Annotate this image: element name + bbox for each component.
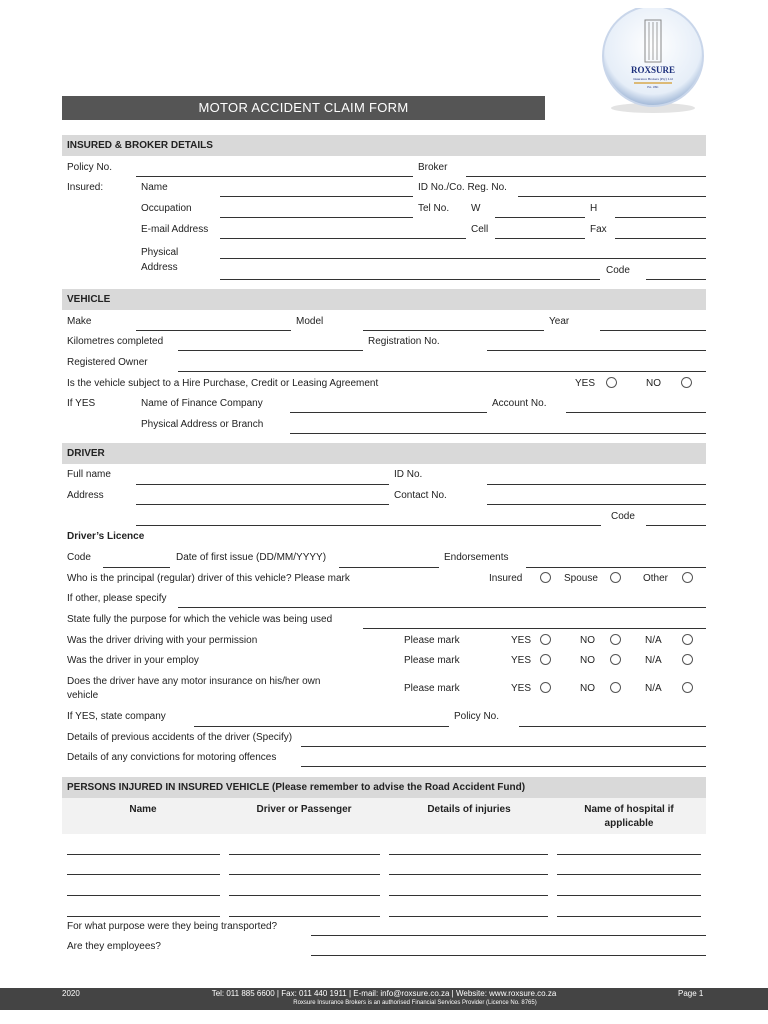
cell-hospital-3[interactable]: [557, 895, 701, 896]
label-employ-yes: YES: [511, 655, 532, 666]
field-reg-no[interactable]: [487, 350, 706, 351]
label-if-yes: If YES: [67, 398, 96, 409]
footer-fsp: Roxsure Insurance Brokers is an authorised Financial Services Provider (Licence No. 8765): [293, 1000, 537, 1006]
label-opt-insured: Insured: [489, 573, 523, 584]
field-id-no[interactable]: [518, 196, 706, 197]
field-insured-code[interactable]: [646, 279, 706, 280]
label-if-other: If other, please specify: [67, 593, 167, 604]
label-make: Make: [67, 316, 92, 327]
cell-name-4[interactable]: [67, 916, 220, 917]
field-driver-address-2[interactable]: [136, 525, 601, 526]
field-fax[interactable]: [615, 238, 706, 239]
radio-hire-no[interactable]: [681, 377, 692, 388]
footer-year: 2020: [62, 989, 80, 998]
label-owner: Registered Owner: [67, 357, 148, 368]
radio-own-insurance-no[interactable]: [610, 682, 621, 693]
label-licence-code: Code: [67, 552, 91, 563]
radio-permission-no[interactable]: [610, 634, 621, 645]
label-purpose: State fully the purpose for which the vehicle was being used: [67, 614, 333, 625]
field-endorsements[interactable]: [526, 567, 706, 568]
label-model: Model: [296, 316, 324, 327]
cell-role-3[interactable]: [229, 895, 380, 896]
label-full-name: Full name: [67, 469, 111, 480]
section-persons-header: PERSONS INJURED IN INSURED VEHICLE (Please remember to advise the Road Accident Fund): [62, 777, 706, 798]
label-employ-na: N/A: [645, 655, 662, 666]
label-permission: Was the driver driving with your permission: [67, 635, 258, 646]
section-driver-header: DRIVER: [62, 443, 706, 464]
col-driver-or-passenger: Driver or Passenger: [256, 804, 352, 815]
field-purpose[interactable]: [363, 628, 706, 629]
col-injuries: Details of injuries: [427, 804, 511, 815]
radio-own-insurance-yes[interactable]: [540, 682, 551, 693]
field-driver-code[interactable]: [646, 525, 706, 526]
cell-role-4[interactable]: [229, 916, 380, 917]
label-cell: Cell: [471, 224, 489, 235]
label-driver-address: Address: [67, 490, 104, 501]
label-address: Address: [141, 262, 178, 273]
label-tel-w: W: [471, 203, 481, 214]
label-reg-no: Registration No.: [368, 336, 440, 347]
footer-page-number: Page 1: [678, 989, 704, 998]
field-driver-full-name[interactable]: [136, 484, 389, 485]
label-own-insurance-2: vehicle: [67, 690, 99, 701]
logo-sub: Insurance Brokers (Pty) Ltd: [633, 77, 673, 81]
label-employ: Was the driver in your employ: [67, 655, 199, 666]
label-own-insurance-no: NO: [580, 683, 595, 694]
label-convictions: Details of any convictions for motoring offences: [67, 752, 277, 763]
label-permission-no: NO: [580, 635, 595, 646]
form-title: MOTOR ACCIDENT CLAIM FORM: [62, 96, 545, 120]
cell-injuries-2[interactable]: [389, 874, 548, 875]
cell-injuries-4[interactable]: [389, 916, 548, 917]
cell-name-3[interactable]: [67, 895, 220, 896]
cell-injuries-1[interactable]: [389, 854, 548, 855]
label-insured: Insured:: [67, 182, 104, 193]
field-policy-no[interactable]: [136, 176, 413, 177]
label-own-insurance-1: Does the driver have any motor insurance on his/her own: [67, 676, 321, 687]
label-driver-policy-no: Policy No.: [454, 711, 500, 722]
col-name: Name: [129, 804, 157, 815]
field-year[interactable]: [600, 330, 706, 331]
radio-permission-na[interactable]: [682, 634, 693, 645]
label-name: Name: [141, 182, 168, 193]
field-make[interactable]: [136, 330, 291, 331]
label-opt-spouse: Spouse: [564, 573, 598, 584]
field-broker[interactable]: [466, 176, 706, 177]
section-insured-header: INSURED & BROKER DETAILS: [62, 135, 706, 156]
field-tel-h[interactable]: [615, 217, 706, 218]
label-broker: Broker: [418, 162, 448, 173]
label-permission-na: N/A: [645, 635, 662, 646]
radio-hire-yes[interactable]: [606, 377, 617, 388]
field-insurance-company[interactable]: [194, 726, 449, 727]
cell-role-1[interactable]: [229, 854, 380, 855]
radio-principal-spouse[interactable]: [610, 572, 621, 583]
col-hospital-2: applicable: [604, 818, 654, 829]
field-transport-purpose[interactable]: [311, 935, 706, 936]
label-employees: Are they employees?: [67, 941, 161, 952]
footer-contact: Tel: 011 885 6600 | Fax: 011 440 1911 | E-mail: info@roxsure.co.za | Website: www.roxsure.co.za: [211, 989, 557, 998]
label-driver-code: Code: [611, 511, 635, 522]
field-owner[interactable]: [178, 371, 706, 372]
label-principal-driver: Who is the principal (regular) driver of this vehicle? Please mark: [67, 573, 350, 584]
radio-employ-na[interactable]: [682, 654, 693, 665]
field-account-no[interactable]: [566, 412, 706, 413]
label-first-issue: Date of first issue (DD/MM/YYYY): [176, 552, 327, 563]
label-transport-purpose: For what purpose were they being transported?: [67, 921, 278, 932]
label-code: Code: [606, 265, 630, 276]
page-footer: [0, 988, 768, 1010]
label-employ-please-mark: Please mark: [404, 655, 460, 666]
cell-hospital-1[interactable]: [557, 854, 701, 855]
label-year: Year: [549, 316, 570, 327]
radio-principal-insured[interactable]: [540, 572, 551, 583]
label-own-insurance-na: N/A: [645, 683, 662, 694]
field-prev-accidents[interactable]: [301, 746, 706, 747]
label-km: Kilometres completed: [67, 336, 164, 347]
label-finance-company: Name of Finance Company: [141, 398, 263, 409]
label-permission-please-mark: Please mark: [404, 635, 460, 646]
label-opt-other: Other: [643, 573, 669, 584]
label-fax: Fax: [590, 224, 607, 235]
field-insured-name[interactable]: [220, 196, 413, 197]
cell-name-2[interactable]: [67, 874, 220, 875]
field-occupation[interactable]: [220, 217, 413, 218]
company-logo: [600, 8, 706, 116]
label-physical: Physical: [141, 247, 179, 258]
field-branch[interactable]: [290, 433, 706, 434]
field-driver-policy-no[interactable]: [519, 726, 706, 727]
cell-hospital-4[interactable]: [557, 916, 701, 917]
label-own-insurance-please-mark: Please mark: [404, 683, 460, 694]
label-id-no: ID No./Co. Reg. No.: [418, 182, 507, 193]
logo-brand: ROXSURE: [630, 65, 676, 75]
label-branch: Physical Address or Branch: [141, 419, 264, 430]
label-email: E-mail Address: [141, 224, 209, 235]
radio-employ-yes[interactable]: [540, 654, 551, 665]
field-physical-address-1[interactable]: [220, 258, 706, 259]
field-model[interactable]: [363, 330, 544, 331]
label-contact-no: Contact No.: [394, 490, 447, 501]
cell-injuries-3[interactable]: [389, 895, 548, 896]
field-first-issue[interactable]: [339, 567, 439, 568]
field-licence-code[interactable]: [103, 567, 170, 568]
label-prev-accidents: Details of previous accidents of the driver (Specify): [67, 732, 293, 743]
cell-role-2[interactable]: [229, 874, 380, 875]
col-hospital-1: Name of hospital if: [584, 804, 674, 815]
field-cell[interactable]: [495, 238, 585, 239]
radio-permission-yes[interactable]: [540, 634, 551, 645]
section-vehicle-header: VEHICLE: [62, 289, 706, 310]
label-drivers-licence: Driver’s Licence: [67, 531, 145, 542]
label-tel-no: Tel No.: [418, 203, 450, 214]
field-if-other[interactable]: [178, 607, 706, 608]
radio-principal-other[interactable]: [682, 572, 693, 583]
field-convictions[interactable]: [301, 766, 706, 767]
label-endorsements: Endorsements: [444, 552, 509, 563]
label-occupation: Occupation: [141, 203, 192, 214]
field-physical-address-2[interactable]: [220, 279, 600, 280]
logo-est: Est. 1991: [647, 85, 659, 89]
field-km[interactable]: [178, 350, 363, 351]
field-finance-company[interactable]: [290, 412, 487, 413]
label-permission-yes: YES: [511, 635, 532, 646]
label-own-insurance-yes: YES: [511, 683, 532, 694]
cell-hospital-2[interactable]: [557, 874, 701, 875]
radio-own-insurance-na[interactable]: [682, 682, 693, 693]
field-email[interactable]: [220, 238, 466, 239]
field-driver-id[interactable]: [487, 484, 706, 485]
label-hire-yes: YES: [575, 378, 596, 389]
label-hire-no: NO: [646, 378, 661, 389]
field-tel-w[interactable]: [495, 217, 585, 218]
label-employ-no: NO: [580, 655, 595, 666]
radio-employ-no[interactable]: [610, 654, 621, 665]
field-employees[interactable]: [311, 955, 706, 956]
label-tel-h: H: [590, 203, 598, 214]
label-account-no: Account No.: [492, 398, 547, 409]
field-contact-no[interactable]: [487, 504, 706, 505]
cell-name-1[interactable]: [67, 854, 220, 855]
field-driver-address[interactable]: [136, 504, 389, 505]
label-if-yes-company: If YES, state company: [67, 711, 166, 722]
label-driver-id: ID No.: [394, 469, 423, 480]
label-hire-question: Is the vehicle subject to a Hire Purchase, Credit or Leasing Agreement: [67, 378, 379, 389]
label-policy-no: Policy No.: [67, 162, 113, 173]
